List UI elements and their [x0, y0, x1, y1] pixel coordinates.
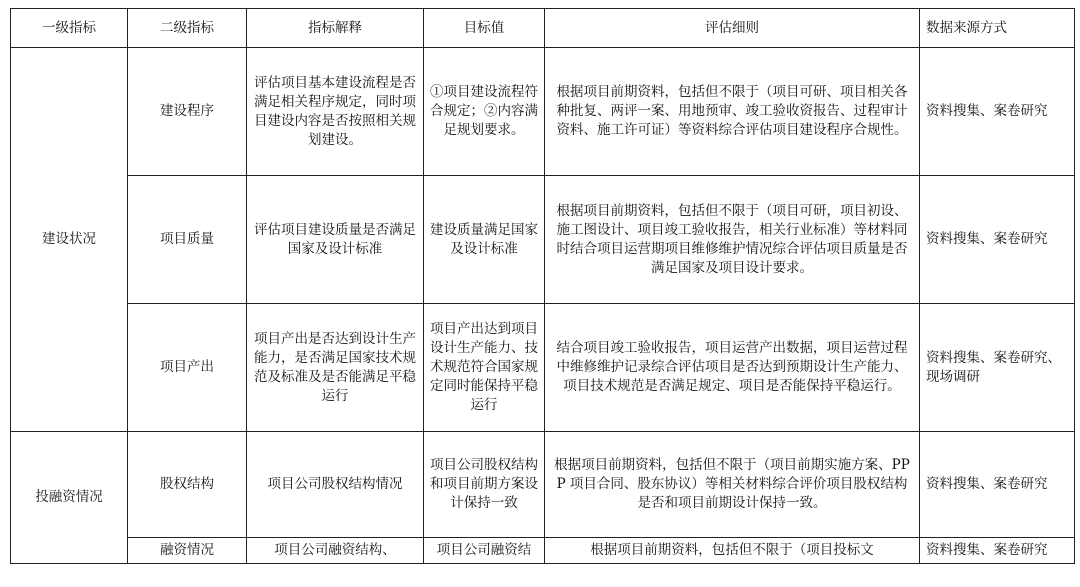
index-explanation: 项目产出是否达到设计生产能力，是否满足国家技术规范及标准及是否能满足平稳运行: [247, 304, 424, 432]
index-explanation-text: 项目公司融资结构、: [274, 542, 396, 558]
target-value: ①项目建设流程符合规定；②内容满足规划要求。: [424, 48, 545, 176]
target-value: [424, 538, 545, 564]
evaluation-detail: 根据项目前期资料，包括但不限于（项目前期实施方案、PPP 项目合同、股东协议）等相关材料综合评价项目股权结构是否和项目前期设计保持一致。: [545, 432, 920, 538]
table-row: [11, 304, 1075, 432]
evaluation-detail: 根据项目前期资料，包括但不限于（项目可研，项目初设、施工图设计、项目竣工验收报告，相关行业标准）等材料同时结合项目运营期项目维修维护情况综合评估项目质量是否满足国家及项目设计要求。: [545, 176, 920, 304]
header-detail: 评估细则: [545, 9, 920, 48]
header-source: 数据来源方式: [920, 9, 1075, 48]
index-explanation: 项目公司股权结构情况: [247, 432, 424, 538]
secondary-index: 建设程序: [128, 48, 247, 176]
header-level1: 一级指标: [11, 9, 128, 48]
table-row: [11, 176, 1075, 304]
index-explanation: [247, 538, 424, 564]
data-source: 资料搜集、案卷研究、现场调研: [920, 304, 1075, 432]
data-source: 资料搜集、案卷研究: [920, 48, 1075, 176]
group-label: 建设状况: [11, 48, 128, 432]
header-level2: 二级指标: [128, 9, 247, 48]
header-row: [11, 9, 1075, 48]
evaluation-detail: [545, 538, 920, 564]
secondary-index: [128, 538, 247, 564]
data-source: 资料搜集、案卷研究: [920, 176, 1075, 304]
index-explanation: 评估项目建设质量是否满足国家及设计标准: [247, 176, 424, 304]
data-source: 资料搜集、案卷研究: [920, 432, 1075, 538]
secondary-index: 项目产出: [128, 304, 247, 432]
target-value: 项目公司股权结构和项目前期方案设计保持一致: [424, 432, 545, 538]
target-value-text: 项目公司融资结: [436, 542, 532, 558]
data-source-text: 资料搜集、案卷研究: [926, 542, 1048, 558]
header-explanation: 指标解释: [247, 9, 424, 48]
index-explanation: 评估项目基本建设流程是否满足相关程序规定，同时项目建设内容是否按照相关规划建设。: [247, 48, 424, 176]
secondary-index-text: 融资情况: [160, 542, 214, 558]
evaluation-index-table: [10, 8, 1075, 564]
table-row: [11, 432, 1075, 538]
table-row: [11, 48, 1075, 176]
evaluation-detail: 结合项目竣工验收报告，项目运营产出数据，项目运营过程中维修维护记录综合评估项目是否达到预期设计生产能力、项目技术规范是否满足规定、项目是否能保持平稳运行。: [545, 304, 920, 432]
group-label: 投融资情况: [11, 432, 128, 564]
header-target: 目标值: [424, 9, 545, 48]
target-value: 项目产出达到项目设计生产能力、技术规范符合国家规定同时能保持平稳运行: [424, 304, 545, 432]
table-row: [11, 538, 1075, 564]
data-source: [920, 538, 1075, 564]
evaluation-detail-text: 根据项目前期资料，包括但不限于（项目投标文: [590, 542, 874, 558]
target-value: 建设质量满足国家及设计标准: [424, 176, 545, 304]
secondary-index: 股权结构: [128, 432, 247, 538]
secondary-index: 项目质量: [128, 176, 247, 304]
evaluation-detail: 根据项目前期资料，包括但不限于（项目可研、项目相关各种批复、两评一案、用地预审、竣工验收资报告、过程审计资料、施工许可证）等资料综合评估项目建设程序合规性。: [545, 48, 920, 176]
